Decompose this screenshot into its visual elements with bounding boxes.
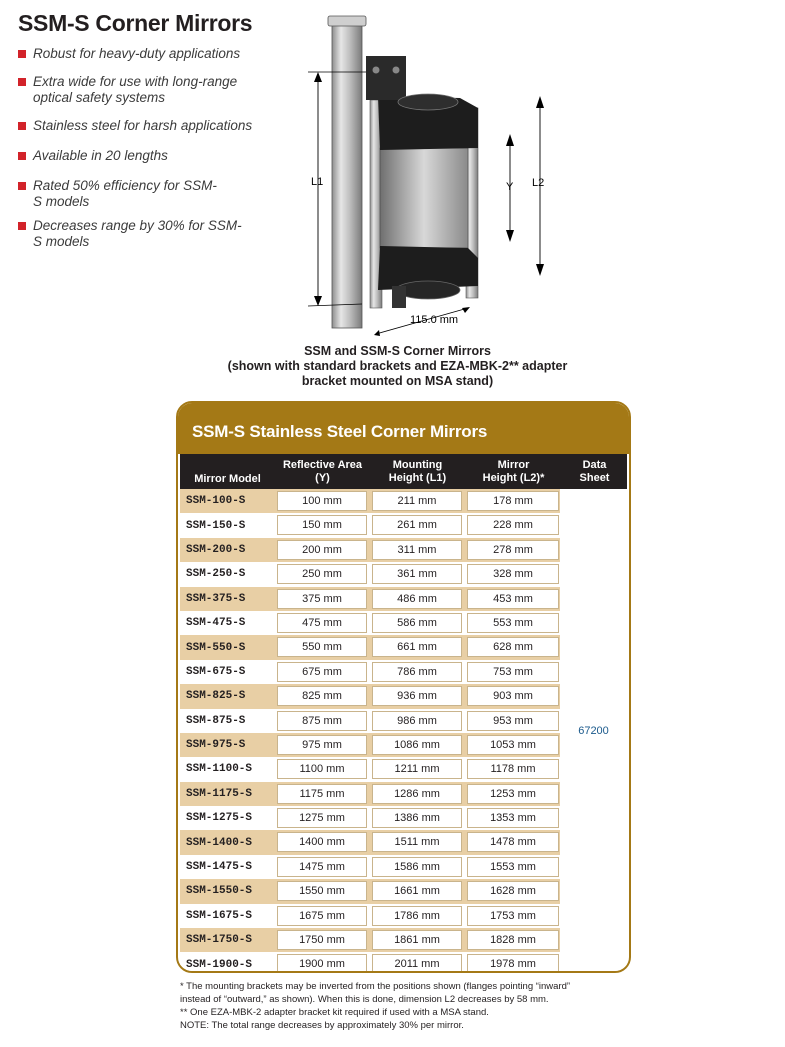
cell-model: SSM-250-S [186,568,246,581]
table-row [180,660,560,684]
cell-area: 1900 mm [277,954,367,973]
cell-mirror: 1978 mm [467,954,559,973]
cell-model: SSM-1475-S [186,861,253,874]
cell-area: 1750 mm [277,930,367,950]
cell-mirror: 228 mm [467,515,559,535]
cell-model: SSM-475-S [186,617,246,630]
cell-area: 675 mm [277,662,367,682]
cell-area: 200 mm [277,540,367,560]
cell-mount: 1286 mm [372,784,462,804]
cell-model: SSM-550-S [186,641,246,654]
cell-mount: 1511 mm [372,832,462,852]
cell-model: SSM-1400-S [186,836,253,849]
cell-area: 875 mm [277,711,367,731]
cell-mount: 986 mm [372,711,462,731]
figure-caption: SSM and SSM-S Corner Mirrors (shown with standard brackets and EZA-MBK-2** adapter bracket mounted on MSA stand) [227,344,568,388]
cell-area: 475 mm [277,613,367,633]
label-y: Y [506,181,514,193]
bullet-square-icon [18,122,26,130]
cell-model: SSM-375-S [186,592,246,605]
cell-mirror: 1478 mm [467,832,559,852]
cell-mount: 261 mm [372,515,462,535]
cell-mirror: 553 mm [467,613,559,633]
cell-mirror: 628 mm [467,637,559,657]
col-header-area: Reflective Area (Y) [282,458,363,484]
table-row [180,562,560,586]
table-row [180,684,560,708]
cell-mount: 1211 mm [372,759,462,779]
cell-area: 100 mm [277,491,367,511]
cell-mount: 1861 mm [372,930,462,950]
table-row [180,513,560,537]
bullet-square-icon [18,152,26,160]
table-title: SSM-S Stainless Steel Corner Mirrors [192,422,488,441]
bullet-square-icon [18,50,26,58]
cell-mirror: 903 mm [467,686,559,706]
cell-mount: 1086 mm [372,735,462,755]
cell-mirror: 453 mm [467,589,559,609]
feature-item: Available in 20 lengths [18,148,278,164]
cell-mirror: 328 mm [467,564,559,584]
cell-mirror: 953 mm [467,711,559,731]
table-row [180,928,560,952]
feature-item: Extra wide for use with long-range optical safety systems [18,74,248,106]
table-row [180,709,560,733]
cell-area: 1475 mm [277,857,367,877]
cell-mount: 486 mm [372,589,462,609]
cell-mount: 311 mm [372,540,462,560]
cell-mount: 211 mm [372,491,462,511]
feature-item: Rated 50% efficiency for SSM-S models [18,178,218,210]
cell-mount: 786 mm [372,662,462,682]
table-row [180,635,560,659]
cell-mount: 1586 mm [372,857,462,877]
cell-model: SSM-1275-S [186,812,253,825]
label-width: 115.0 mm [410,314,459,326]
cell-mirror: 1353 mm [467,808,559,828]
cell-mount: 661 mm [372,637,462,657]
table-row [180,952,560,973]
footnote: * The mounting brackets may be inverted from the positions shown (flanges pointing “inward” [180,981,571,992]
cell-area: 1400 mm [277,832,367,852]
cell-area: 150 mm [277,515,367,535]
cell-mirror: 278 mm [467,540,559,560]
footnote: ** One EZA-MBK-2 adapter bracket kit required if used with a MSA stand. [180,1007,489,1018]
cell-mirror: 1753 mm [467,906,559,926]
cell-model: SSM-1900-S [186,958,253,971]
cell-area: 250 mm [277,564,367,584]
table-row [180,489,560,513]
cell-model: SSM-975-S [186,739,246,752]
cell-mount: 1386 mm [372,808,462,828]
cell-area: 825 mm [277,686,367,706]
page-title: SSM-S Corner Mirrors [18,10,253,36]
cell-area: 1175 mm [277,784,367,804]
cell-model: SSM-675-S [186,665,246,678]
col-header-mount: Mounting Height (L1) [388,458,447,484]
cell-mirror: 1253 mm [467,784,559,804]
footnote: NOTE: The total range decreases by approximately 30% per mirror. [180,1020,464,1031]
table-body [180,489,560,973]
table-row [180,855,560,879]
feature-list [18,46,278,250]
cell-mirror: 1628 mm [467,881,559,901]
feature-item: Robust for heavy-duty applications [18,46,278,62]
label-l1: L1 [311,176,324,188]
cell-area: 1100 mm [277,759,367,779]
cell-mount: 586 mm [372,613,462,633]
table-row [180,538,560,562]
cell-area: 1550 mm [277,881,367,901]
cell-mirror: 1828 mm [467,930,559,950]
table-row [180,733,560,757]
table-row [180,904,560,928]
label-l2: L2 [532,177,545,189]
table-row [180,782,560,806]
cell-mount: 361 mm [372,564,462,584]
cell-mirror: 1053 mm [467,735,559,755]
table-row [180,611,560,635]
column-header-row [180,454,627,489]
cell-mirror: 178 mm [467,491,559,511]
col-header-sheet: Data Sheet [579,458,610,484]
bullet-square-icon [18,78,26,86]
cell-mount: 1786 mm [372,906,462,926]
table-row [180,757,560,781]
cell-area: 1275 mm [277,808,367,828]
bullet-square-icon [18,222,26,230]
feature-item: Decreases range by 30% for SSM-S models [18,218,248,250]
cell-mirror: 1553 mm [467,857,559,877]
cell-area: 550 mm [277,637,367,657]
cell-mount: 2011 mm [372,954,462,973]
cell-mount: 936 mm [372,686,462,706]
cell-model: SSM-875-S [186,714,246,727]
cell-mount: 1661 mm [372,881,462,901]
footnote: instead of “outward,” as shown). When this is done, dimension L2 decreases by 58 mm. [180,994,549,1005]
product-image [300,8,560,338]
cell-model: SSM-1550-S [186,885,253,898]
table-row [180,830,560,854]
cell-model: SSM-825-S [186,690,246,703]
bullet-square-icon [18,182,26,190]
table-row [180,587,560,611]
cell-model: SSM-100-S [186,495,246,508]
spec-table [176,401,631,973]
cell-area: 975 mm [277,735,367,755]
cell-model: SSM-150-S [186,519,246,532]
cell-model: SSM-1750-S [186,934,253,947]
footnotes [180,980,620,1032]
data-sheet-column [560,489,627,973]
table-row [180,879,560,903]
table-row [180,806,560,830]
col-header-model: Mirror Model [194,473,261,485]
cell-model: SSM-1100-S [186,763,253,776]
data-sheet-link[interactable]: 67200 [578,725,609,737]
col-header-mirror: Mirror Height (L2)* [482,458,545,484]
cell-model: SSM-200-S [186,543,246,556]
table-header-bar [178,403,629,454]
cell-model: SSM-1175-S [186,787,253,800]
cell-model: SSM-1675-S [186,909,253,922]
cell-mirror: 1178 mm [467,759,559,779]
feature-item: Stainless steel for harsh applications [18,118,278,134]
cell-area: 1675 mm [277,906,367,926]
cell-mirror: 753 mm [467,662,559,682]
cell-area: 375 mm [277,589,367,609]
